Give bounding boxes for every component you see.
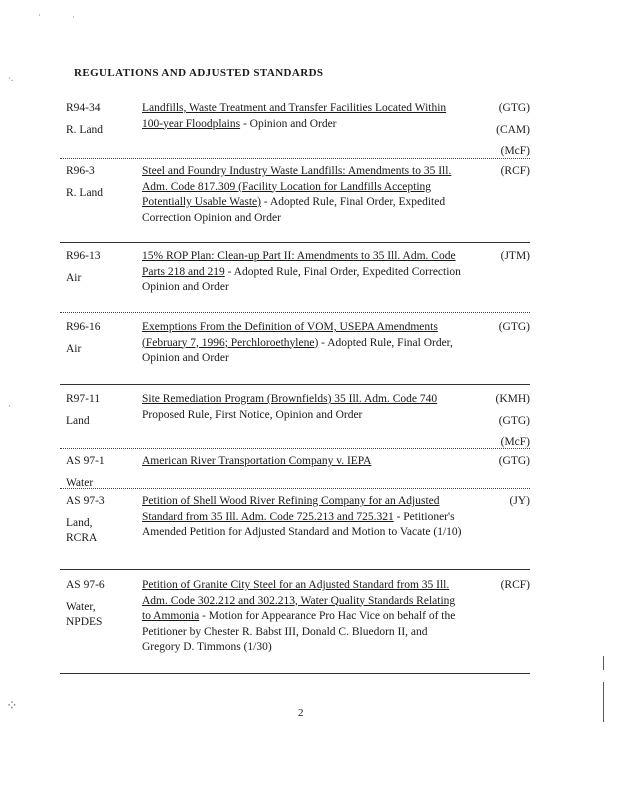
docket-number: AS 97-1 <box>66 455 105 467</box>
docket-description <box>142 164 462 226</box>
entry-divider <box>60 673 530 674</box>
docket-detail: - Adopted Rule, Final Order, Expedited Correction Opinion and Order <box>142 196 446 224</box>
docket-number: AS 97-3 <box>66 495 105 507</box>
scan-edge-mark <box>603 682 604 722</box>
entry-divider <box>60 312 530 313</box>
docket-title: Exemptions From the Definition of VOM, USEPA Amendments (February 7, 1996; Perchloroethylene) <box>142 321 438 349</box>
docket-category: Land <box>66 414 90 427</box>
docket-category: R. Land <box>66 123 104 136</box>
entry-divider <box>60 242 530 243</box>
docket-detail: - Petitioner's Amended Petition for Adjusted Standard and Motion to Vacate (1/10) <box>142 510 462 538</box>
docket-number: AS 97-6 <box>66 579 105 591</box>
staff-tag: (GTG) <box>498 414 530 427</box>
docket-category: Air <box>66 342 82 355</box>
docket-detail: Proposed Rule, First Notice, Opinion and Order <box>142 408 363 421</box>
docket-description <box>142 578 462 656</box>
staff-tag: (GTG) <box>498 321 530 333</box>
scan-speck: ⁘ <box>6 699 18 714</box>
staff-tag: (JTM) <box>500 250 530 262</box>
entry-divider <box>60 158 530 159</box>
staff-tag: (RCF) <box>500 579 530 591</box>
staff-tag: (McF) <box>500 436 530 448</box>
scan-edge-mark <box>603 656 604 670</box>
docket-detail: - Motion for Appearance Pro Hac Vice on behalf of the Petitioner by Chester R. Babst III, Donald C. Bluedorn II, and Gregory D. Timmons (1/30) <box>142 610 456 653</box>
docket-category: Land, <box>66 516 93 529</box>
scan-speck: · <box>38 10 41 20</box>
docket-description <box>142 249 462 296</box>
docket-category: NPDES <box>66 616 103 628</box>
docket-number: R96-3 <box>66 165 95 177</box>
staff-tag: (GTG) <box>498 102 530 114</box>
staff-tag: (McF) <box>500 145 530 157</box>
docket-category: Water <box>66 476 94 489</box>
docket-title: Petition of Granite City Steel for an Adjusted Standard from 35 Ill. Adm. Code 302.212 and 302.213, Water Quality Standards Relating to Ammonia <box>142 579 456 622</box>
entry-divider <box>60 488 530 489</box>
docket-category: RCRA <box>66 532 98 544</box>
entry-divider <box>60 384 530 385</box>
scan-speck: · <box>8 401 11 411</box>
section-heading: REGULATIONS AND ADJUSTED STANDARDS <box>74 67 324 79</box>
docket-title: American River Transportation Company v. IEPA <box>142 455 372 467</box>
docket-detail: - Opinion and Order <box>240 117 337 130</box>
staff-tag: (GTG) <box>498 455 530 467</box>
docket-detail: - Adopted Rule, Final Order, Opinion and Order <box>142 336 453 364</box>
scan-speck: · <box>72 12 75 22</box>
docket-description <box>142 101 462 132</box>
staff-tag: (KMH) <box>495 393 530 405</box>
staff-tag: (RCF) <box>500 165 530 177</box>
entry-divider <box>60 448 530 449</box>
docket-number: R96-16 <box>66 321 101 333</box>
docket-title: Petition of Shell Wood River Refining Company for an Adjusted Standard from 35 Ill. Adm. Code 725.213 and 725.321 <box>142 495 440 523</box>
scan-speck: ·. <box>8 73 14 83</box>
entry-divider <box>60 569 530 570</box>
docket-detail: - Adopted Rule, Final Order, Expedited Correction Opinion and Order <box>142 265 461 293</box>
docket-number: R97-11 <box>66 393 101 405</box>
docket-description <box>142 320 462 367</box>
page-number: 2 <box>298 707 304 719</box>
docket-title: 15% ROP Plan: Clean-up Part II: Amendments to 35 Ill. Adm. Code Parts 218 and 219 <box>142 250 456 278</box>
staff-tag: (JY) <box>509 495 530 507</box>
docket-description <box>142 392 462 423</box>
docket-title: Landfills, Waste Treatment and Transfer Facilities Located Within 100-year Floodplains <box>142 102 447 130</box>
docket-description <box>142 454 462 470</box>
docket-title: Site Remediation Program (Brownfields) 35 Ill. Adm. Code 740 <box>142 393 438 405</box>
docket-title: Steel and Foundry Industry Waste Landfills: Amendments to 35 Ill. Adm. Code 817.309 (Facility Location for Landfills Accepting Potentially Usable Waste) <box>142 165 452 208</box>
docket-category: Air <box>66 271 82 284</box>
docket-category: Water, <box>66 600 96 613</box>
docket-description <box>142 494 462 541</box>
docket-number: R94-34 <box>66 102 101 114</box>
docket-category: R. Land <box>66 186 104 199</box>
docket-number: R96-13 <box>66 250 101 262</box>
staff-tag: (CAM) <box>496 123 530 136</box>
